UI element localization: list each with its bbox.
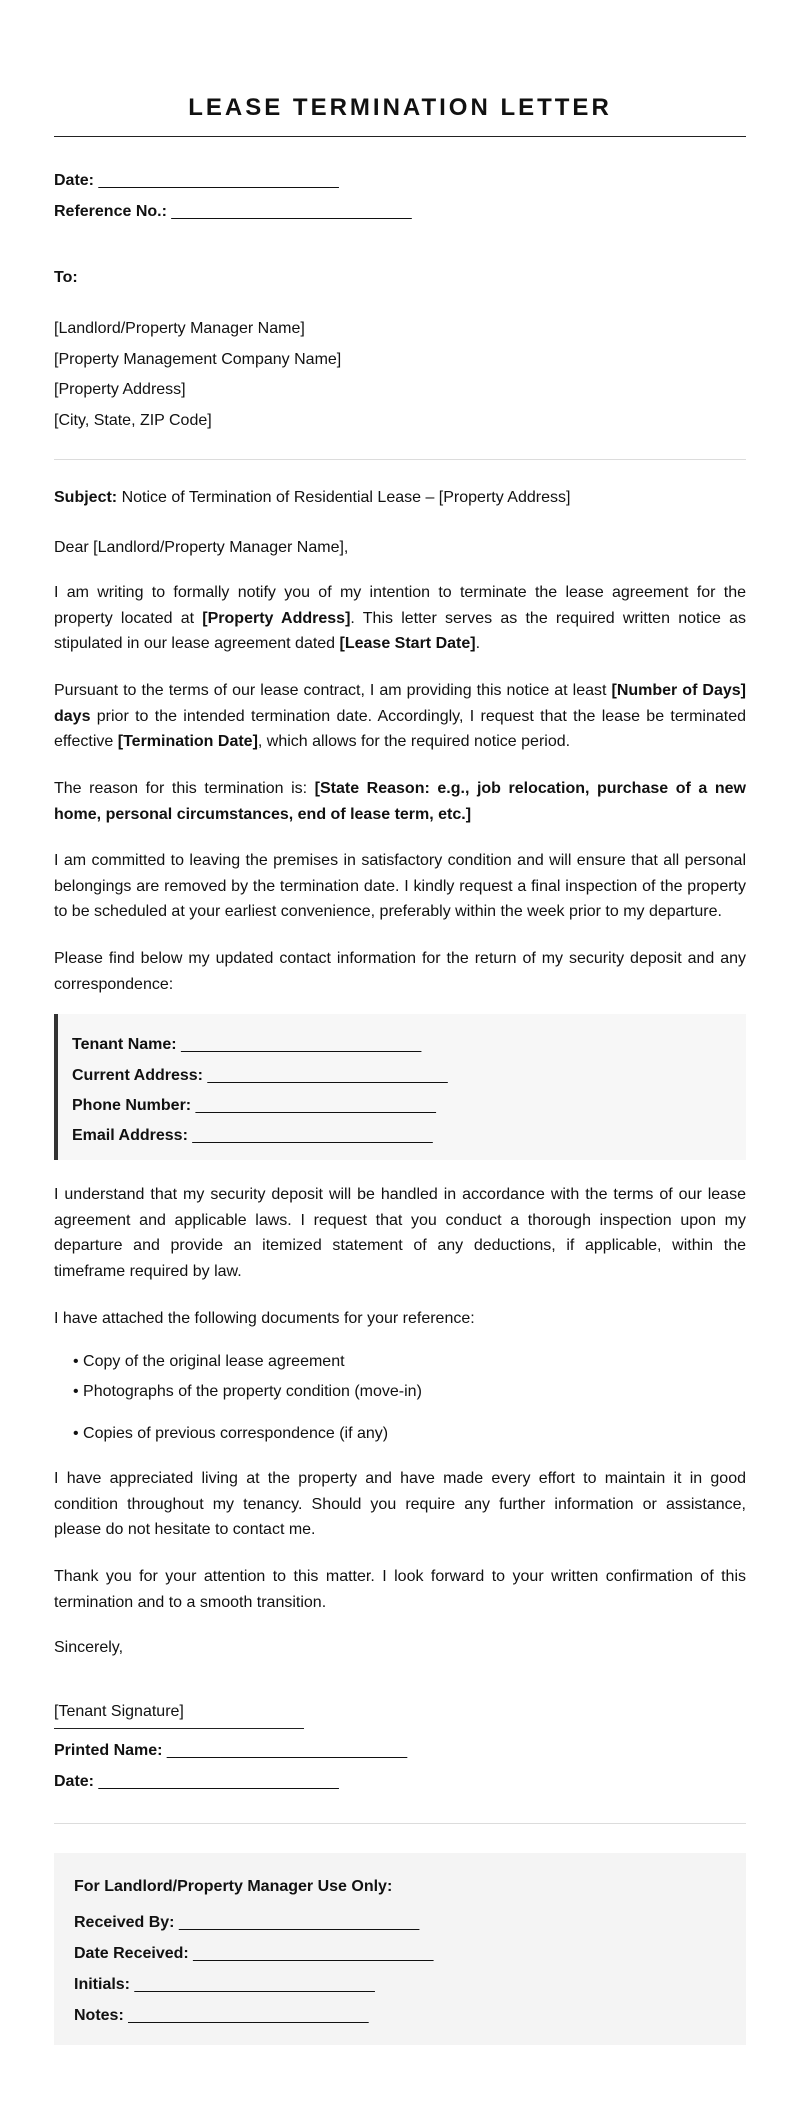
section-divider <box>54 459 746 460</box>
tenant-name-row <box>72 1035 421 1055</box>
header-date-label: Date: <box>54 172 95 189</box>
phone-number-row <box>72 1096 436 1116</box>
phone-number-label: Phone Number: <box>72 1097 192 1114</box>
recipient-line: [Landlord/Property Manager Name] <box>54 320 305 337</box>
reason-placeholder: [State Reason: e.g., job relocation, purchase of a new home, personal circumstances, end of lease term, etc.] <box>54 780 746 823</box>
paragraph-contact-intro: Please find below my updated contact information for the return of my security deposit and any correspondence: <box>54 950 746 993</box>
paragraph-condition: I am committed to leaving the premises in satisfactory condition and will ensure that all personal belongings are removed by the termination date. I kindly request a final inspection of the property to be scheduled at your earliest convenience, preferably within the week prior to my departure. <box>54 852 746 920</box>
received-by-label: Received By: <box>74 1914 175 1931</box>
current-address-row <box>72 1066 448 1086</box>
paragraph-text: . This letter serves as the required written notice as stipulated in our lease agreement dated <box>54 609 747 652</box>
printed-name-row <box>54 1741 407 1761</box>
paragraph-text: prior to the intended termination date. Accordingly, I request that the lease be terminated effective <box>54 707 746 750</box>
subject-label: Subject: <box>54 489 118 506</box>
initials-label: Initials: <box>74 1976 131 1993</box>
lease-start-date-placeholder: [Lease Start Date] <box>339 635 476 652</box>
subject-line <box>54 488 570 508</box>
paragraph-notice-period <box>54 678 746 755</box>
header-reference-row <box>54 202 412 222</box>
title-block <box>54 94 746 122</box>
signature-date-label: Date: <box>54 1773 95 1790</box>
signature-date-blank: ___________________________ <box>98 1773 339 1790</box>
signature-date-row <box>54 1772 339 1792</box>
email-address-blank: ___________________________ <box>192 1127 433 1144</box>
paragraph-deposit: I understand that my security deposit will be handled in accordance with the terms of our lease agreement and applicable laws. I request that you conduct a thorough inspection upon my departure and provide an itemized statement of any deductions, if applicable, within the timeframe required by law. <box>54 1186 746 1280</box>
header-date-blank: ___________________________ <box>98 172 339 189</box>
received-by-row <box>74 1913 419 1933</box>
printed-name-label: Printed Name: <box>54 1742 163 1759</box>
notice-days-placeholder: [Number of Days] days <box>54 682 747 725</box>
termination-date-placeholder: [Termination Date] <box>117 733 258 750</box>
paragraph-text: I am writing to formally notify you of my intention to terminate the lease agreement for the property located at <box>54 584 746 627</box>
notes-blank: ___________________________ <box>128 2007 369 2024</box>
recipient-line: [Property Address] <box>54 381 186 398</box>
recipient-line: [Property Management Company Name] <box>54 351 342 368</box>
phone-number-blank: ___________________________ <box>195 1097 436 1114</box>
title-divider <box>54 136 746 137</box>
paragraph-reason <box>54 776 746 827</box>
contact-info-box <box>54 1014 746 1160</box>
date-received-blank: ___________________________ <box>193 1945 434 1962</box>
paragraph-appreciation: I have appreciated living at the property and have made every effort to maintain it in good condition throughout my tenancy. Should you require any further information or assistance, please do not hesitate to contact me. <box>54 1470 746 1538</box>
signature-line <box>54 1728 304 1729</box>
section-divider <box>54 1823 746 1824</box>
header-date-row <box>54 171 339 191</box>
email-address-label: Email Address: <box>72 1127 188 1144</box>
paragraph-text: . <box>475 635 481 652</box>
attachment-item: • Copy of the original lease agreement <box>73 1353 345 1370</box>
recipient-to-label: To: <box>54 269 78 286</box>
header-reference-label: Reference No.: <box>54 203 167 220</box>
salutation: Dear [Landlord/Property Manager Name], <box>54 539 349 556</box>
paragraph-text: The reason for this termination is: <box>54 780 315 797</box>
current-address-label: Current Address: <box>72 1067 203 1084</box>
received-by-blank: ___________________________ <box>178 1914 420 1931</box>
subject-text: Notice of Termination of Residential Lease – [Property Address] <box>121 489 571 506</box>
paragraph-text: Pursuant to the terms of our lease contract, I am providing this notice at least <box>54 682 612 699</box>
initials-row <box>74 1975 375 1995</box>
closing: Sincerely, <box>54 1639 124 1656</box>
office-use-heading: For Landlord/Property Manager Use Only: <box>74 1878 393 1895</box>
email-address-row <box>72 1126 433 1146</box>
page-title: LEASE TERMINATION LETTER <box>188 94 612 121</box>
notes-row <box>74 2006 369 2026</box>
property-address-placeholder: [Property Address] <box>202 609 351 627</box>
date-received-row <box>74 1944 433 1964</box>
attachment-item: • Photographs of the property condition (move-in) <box>73 1383 422 1400</box>
paragraph-attachments-intro: I have attached the following documents for your reference: <box>54 1310 475 1327</box>
recipient-line: [City, State, ZIP Code] <box>54 412 212 429</box>
date-received-label: Date Received: <box>74 1945 189 1962</box>
tenant-name-blank: ___________________________ <box>181 1036 422 1053</box>
notes-label: Notes: <box>74 2007 124 2024</box>
attachment-item: • Copies of previous correspondence (if any) <box>73 1425 389 1442</box>
signature-placeholder: [Tenant Signature] <box>54 1703 184 1720</box>
paragraph-intent <box>54 580 746 657</box>
initials-blank: ___________________________ <box>134 1976 375 1993</box>
paragraph-text: , which allows for the required notice period. <box>257 733 571 750</box>
paragraph-thanks: Thank you for your attention to this matter. I look forward to your written confirmation of this termination and to a smooth transition. <box>54 1568 746 1611</box>
printed-name-blank: ___________________________ <box>166 1742 408 1759</box>
office-use-box <box>54 1853 746 2045</box>
current-address-blank: ___________________________ <box>207 1067 448 1084</box>
header-reference-blank: ___________________________ <box>171 203 412 220</box>
tenant-name-label: Tenant Name: <box>72 1036 177 1053</box>
